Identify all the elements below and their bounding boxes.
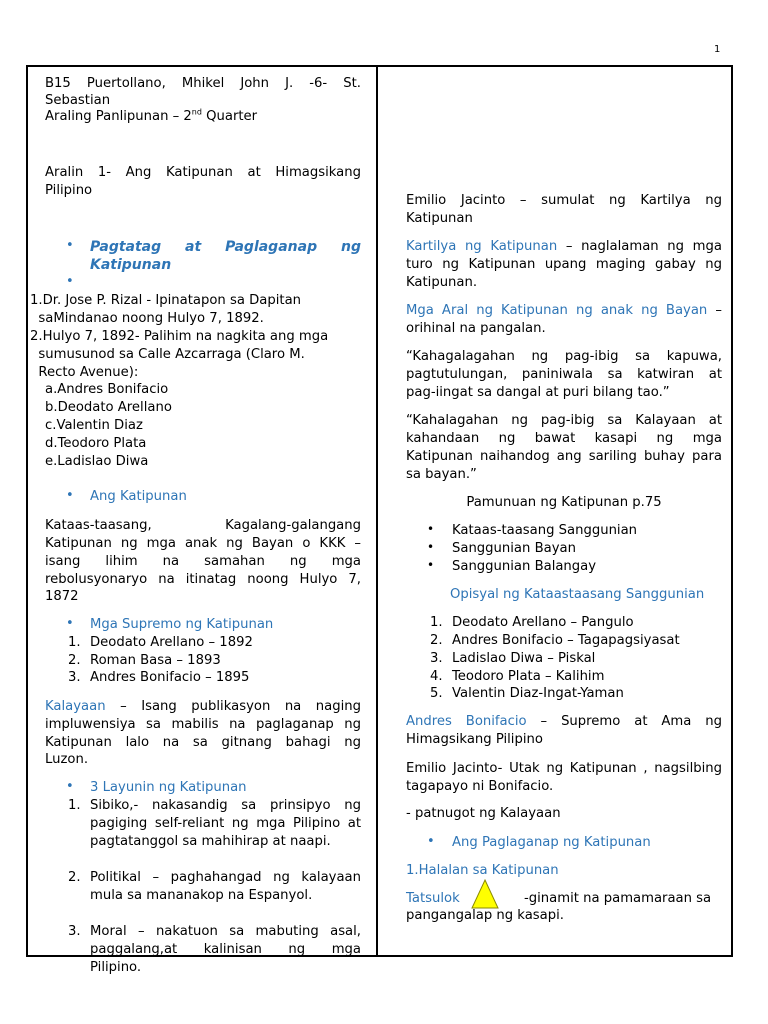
- layunin-item: Pilipino.: [90, 960, 142, 975]
- kkk-paragraph: Kataas-taasang, Kagalang-galangang: [45, 518, 361, 533]
- opisyal-item: Deodato Arellano – Pangulo: [452, 615, 634, 630]
- heading-ang-katipunan: Ang Katipunan: [90, 489, 187, 504]
- supremo-item: Roman Basa – 1893: [90, 653, 221, 668]
- bullet-icon: •: [427, 540, 435, 554]
- kartilya-paragraph: Kartilya ng Katipunan – naglalaman ng mga: [406, 239, 722, 254]
- opisyal-item: Teodoro Plata – Kalihim: [452, 669, 605, 684]
- patnugot-line: - patnugot ng Kalayaan: [406, 806, 561, 821]
- header-name-line: B15 Puertollano, Mhikel John J. -6- St.: [45, 76, 361, 91]
- kkk-paragraph: isang lihim na samahan ng mga: [45, 554, 361, 569]
- layunin-item: pagiging self-reliant ng mga Pilipino at: [90, 816, 361, 831]
- bullet-icon: •: [66, 238, 74, 253]
- bullet-icon: •: [66, 779, 74, 794]
- lettered-item: e.Ladislao Diwa: [45, 454, 149, 469]
- numbered-item-1: 1.Dr. Jose P. Rizal - Ipinatapon sa Dapitan: [30, 293, 302, 308]
- numbered-item-2-cont: sumusunod sa Calle Azcarraga (Claro M.: [30, 347, 305, 362]
- kalayaan-paragraph: Katipunan lalo na sa gitnang bahagi ng: [45, 735, 361, 750]
- heading-pagtatag: Pagtatag at Paglaganap ng: [90, 239, 361, 255]
- emilio-utak-paragraph: Emilio Jacinto- Utak ng Katipunan , nagsilbing: [406, 761, 722, 776]
- quote-2: sa bayan.”: [406, 467, 477, 482]
- supremo-item: Deodato Arellano – 1892: [90, 635, 253, 650]
- layunin-item: mula sa mananakop na Espanyol.: [90, 888, 313, 903]
- heading-pagtatag-cont: Katipunan: [90, 257, 172, 273]
- quote-1: pag-iingat sa dangal at puri bilang tao.”: [406, 385, 670, 400]
- numbered-item-2: 2.Hulyo 7, 1892- Palihim na nagkita ang mga: [30, 329, 329, 344]
- bullet-icon: •: [427, 522, 435, 536]
- bullet-icon: •: [427, 558, 435, 572]
- bullet-icon: •: [66, 488, 74, 503]
- lettered-item: b.Deodato Arellano: [45, 400, 172, 415]
- heading-paglaganap: Ang Paglaganap ng Katipunan: [452, 835, 651, 850]
- kkk-paragraph: rebolusyonaryo na itinatag noong Hulyo 7,: [45, 572, 361, 587]
- sanggunian-item: Sanggunian Bayan: [452, 541, 576, 556]
- quote-2: kahandaan ng bawat kasapi ng mga: [406, 431, 722, 446]
- heading-layunin: 3 Layunin ng Katipunan: [90, 780, 247, 795]
- layunin-item: Sibiko,- nakasandig sa prinsipyo ng: [90, 798, 361, 813]
- emilio-line: Emilio Jacinto – sumulat ng Kartilya ng: [406, 193, 722, 208]
- quote-2: “Kahalagahan ng pag-ibig sa Kalayaan at: [406, 413, 722, 428]
- kalayaan-paragraph: impluwensiya sa mabilis na paglaganap ng: [45, 717, 361, 732]
- opisyal-heading: Opisyal ng Kataastaasang Sanggunian: [450, 587, 705, 602]
- emilio-utak-paragraph: tagapayo ni Bonifacio.: [406, 779, 554, 794]
- bullet-icon: •: [427, 834, 435, 849]
- andres-paragraph: Himagsikang Pilipino: [406, 732, 543, 747]
- andres-paragraph: Andres Bonifacio – Supremo at Ama ng: [406, 714, 723, 729]
- header-section-line: Sebastian: [45, 93, 111, 108]
- opisyal-item: Ladislao Diwa – Piskal: [452, 651, 596, 666]
- quote-1: “Kahagalagahan ng pag-ibig sa kapuwa,: [406, 349, 722, 364]
- opisyal-item: Andres Bonifacio – Tagapagsiyasat: [452, 633, 680, 648]
- halalan-heading: 1.Halalan sa Katipunan: [406, 863, 559, 878]
- tatsulok-term: Tatsulok: [406, 891, 460, 906]
- layunin-item: Politikal – paghahangad ng kalayaan: [90, 870, 361, 885]
- aralin-title-cont: Pilipino: [45, 183, 93, 198]
- kalayaan-paragraph: Luzon.: [45, 752, 89, 767]
- tatsulok-paragraph: pangangalap ng kasapi.: [406, 908, 564, 923]
- sanggunian-item: Sanggunian Balangay: [452, 559, 597, 574]
- lettered-item: c.Valentin Diaz: [45, 418, 143, 433]
- supremo-item: Andres Bonifacio – 1895: [90, 670, 250, 685]
- numbered-item-2-cont: Recto Avenue):: [30, 365, 139, 380]
- bullet-icon: •: [66, 274, 74, 289]
- aralin-title: Aralin 1- Ang Katipunan at Himagsikang: [45, 165, 361, 180]
- pamunuan-heading: Pamunuan ng Katipunan p.75: [466, 495, 662, 510]
- numbered-item-1-cont: saMindanao noong Hulyo 7, 1892.: [30, 311, 264, 326]
- layunin-item: pagtatanggol sa mahihirap at naapi.: [90, 834, 331, 849]
- layunin-item: paggalang,at kalinisan ng mga: [90, 942, 361, 957]
- triangle-icon: [470, 878, 500, 910]
- bullet-icon: •: [66, 616, 74, 631]
- header-subject-line: Araling Panlipunan – 2nd Quarter: [45, 107, 258, 124]
- quote-1: pagtutulungan, paniniwala sa katwiran at: [406, 367, 722, 382]
- tatsulok-paragraph: -ginamit na pamamaraan sa: [524, 891, 712, 906]
- aral-paragraph: orihinal na pangalan.: [406, 321, 546, 336]
- layunin-item: Moral – nakatuon sa mabuting asal,: [90, 924, 361, 939]
- kkk-paragraph: Katipunan ng mga anak ng Bayan o KKK –: [45, 536, 361, 551]
- lettered-item: d.Teodoro Plata: [45, 436, 147, 451]
- heading-supremo: Mga Supremo ng Katipunan: [90, 617, 274, 632]
- sanggunian-item: Kataas-taasang Sanggunian: [452, 523, 638, 538]
- lettered-item: a.Andres Bonifacio: [45, 382, 169, 397]
- kalayaan-paragraph: Kalayaan – Isang publikasyon na naging: [45, 699, 361, 714]
- aral-paragraph: Mga Aral ng Katipunan ng anak ng Bayan –: [406, 303, 722, 318]
- column-divider: [376, 65, 378, 957]
- page-number: 1: [714, 44, 721, 55]
- opisyal-item: Valentin Diaz-Ingat-Yaman: [452, 686, 624, 701]
- kartilya-paragraph: Katipunan.: [406, 275, 478, 290]
- emilio-line: Katipunan: [406, 211, 473, 226]
- kartilya-paragraph: turo ng Katipunan upang maging gabay ng: [406, 257, 722, 272]
- kkk-paragraph: 1872: [45, 589, 79, 604]
- quote-2: Katipunan naihandog ang sariling buhay para: [406, 449, 722, 464]
